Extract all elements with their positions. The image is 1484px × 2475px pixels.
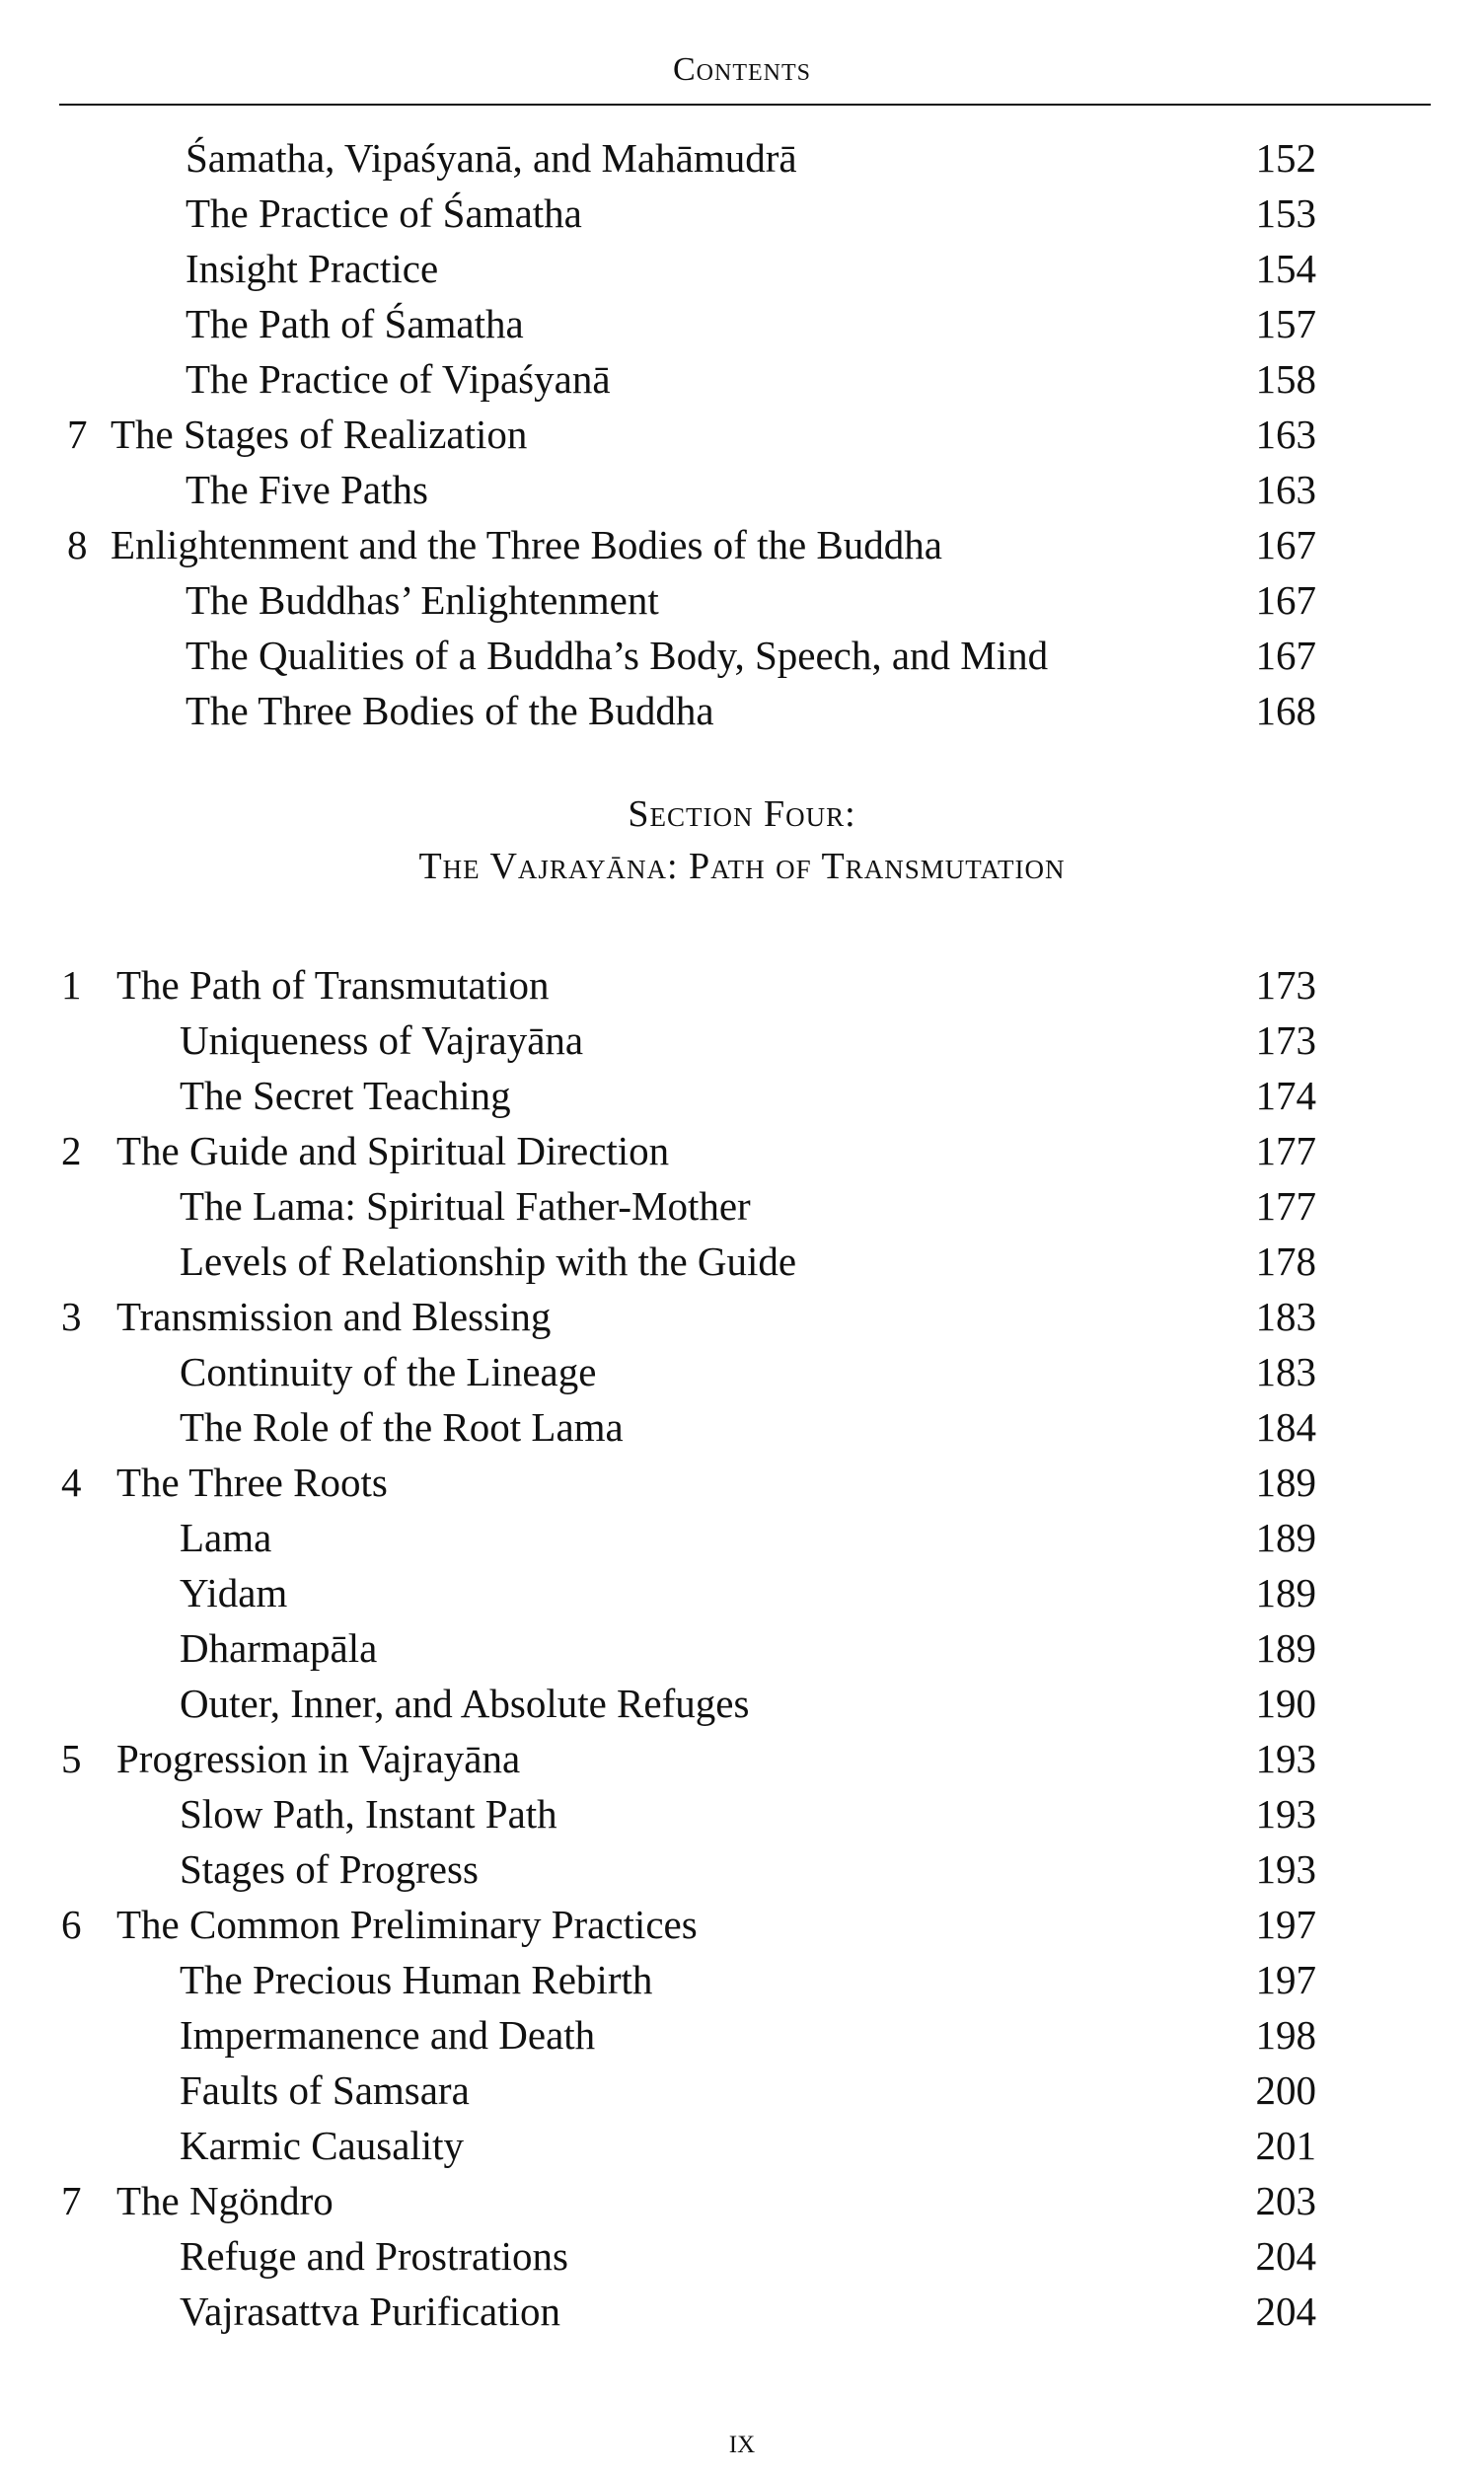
page-number: 177 [1255, 1183, 1316, 1229]
entry-title: Levels of Relationship with the Guide [180, 1238, 797, 1284]
entry-title: Continuity of the Lineage [180, 1349, 597, 1394]
chapter-number: 7 [61, 2178, 82, 2223]
page-number: 189 [1255, 1625, 1316, 1671]
page-number: 189 [1255, 1515, 1316, 1560]
page-number: 204 [1255, 2288, 1316, 2334]
toc-subentry [0, 2228, 1484, 2284]
page-number: 183 [1255, 1294, 1316, 1339]
page-number: 173 [1255, 962, 1316, 1008]
toc-list-top [0, 130, 1484, 738]
entry-title: The Role of the Root Lama [180, 1404, 624, 1450]
toc-subentry [0, 1178, 1484, 1234]
entry-title: Stages of Progress [180, 1846, 479, 1892]
toc-subentry [0, 1841, 1484, 1897]
toc-subentry [0, 1676, 1484, 1731]
page-number: 183 [1255, 1349, 1316, 1394]
chapter-number: 6 [61, 1902, 82, 1947]
toc-subentry [0, 1952, 1484, 2007]
toc-chapter-entry [0, 1731, 1484, 1786]
entry-title: The Guide and Spiritual Direction [116, 1128, 670, 1173]
entry-title: The Precious Human Rebirth [180, 1957, 653, 2002]
entry-title: The Path of Transmutation [116, 962, 550, 1008]
toc-chapter-entry [0, 1289, 1484, 1344]
entry-title: Vajrasattva Purification [180, 2288, 560, 2334]
chapter-number: 8 [67, 522, 88, 567]
toc-subentry [0, 1068, 1484, 1123]
entry-title: The Practice of Śamatha [186, 190, 582, 236]
entry-title: Slow Path, Instant Path [180, 1791, 557, 1837]
page-number: 200 [1255, 2067, 1316, 2113]
entry-title: The Buddhas’ Enlightenment [186, 577, 659, 623]
toc-subentry [0, 628, 1484, 683]
page-number: 168 [1255, 688, 1316, 733]
entry-title: The Three Bodies of the Buddha [186, 688, 714, 733]
page-number: 197 [1255, 1902, 1316, 1947]
toc-subentry [0, 683, 1484, 738]
entry-title: The Three Roots [116, 1460, 388, 1505]
page-number: 177 [1255, 1128, 1316, 1173]
entry-title: Enlightenment and the Three Bodies of the Buddha [111, 522, 942, 567]
page-number: 197 [1255, 1957, 1316, 2002]
chapter-number: 3 [61, 1294, 82, 1339]
toc-subentry [0, 296, 1484, 351]
page-number: 174 [1255, 1073, 1316, 1118]
toc-subentry [0, 1510, 1484, 1565]
entry-title: Yidam [180, 1570, 288, 1615]
entry-title: Impermanence and Death [180, 2012, 596, 2058]
toc-subentry [0, 2118, 1484, 2173]
section-heading-label: Section Four: [628, 793, 856, 835]
page-number: 154 [1255, 246, 1316, 291]
entry-title: The Practice of Vipaśyanā [186, 356, 611, 402]
entry-title: Outer, Inner, and Absolute Refuges [180, 1681, 750, 1726]
toc-chapter-entry [0, 1455, 1484, 1510]
page-number: 193 [1255, 1736, 1316, 1781]
entry-title: Uniqueness of Vajrayāna [180, 1017, 584, 1063]
header-rule [59, 104, 1431, 106]
toc-list-bottom [0, 957, 1484, 2339]
page-number: 158 [1255, 356, 1316, 402]
page-number: 167 [1255, 522, 1316, 567]
page-number: 152 [1255, 135, 1316, 181]
page-number: 167 [1255, 633, 1316, 678]
toc-subentry [0, 2284, 1484, 2339]
page-number: 201 [1255, 2123, 1316, 2168]
chapter-number: 2 [61, 1128, 82, 1173]
entry-title: The Five Paths [186, 467, 428, 512]
toc-subentry [0, 462, 1484, 517]
entry-title: Refuge and Prostrations [180, 2233, 568, 2279]
running-head: Contents [672, 51, 811, 88]
page-number: 193 [1255, 1846, 1316, 1892]
entry-title: Lama [180, 1515, 272, 1560]
page-number: 167 [1255, 577, 1316, 623]
toc-subentry [0, 2007, 1484, 2062]
page-number: 193 [1255, 1791, 1316, 1837]
entry-title: The Ngöndro [116, 2178, 334, 2223]
entry-title: The Common Preliminary Practices [116, 1902, 698, 1947]
page-number: 203 [1255, 2178, 1316, 2223]
toc-chapter-entry [0, 517, 1484, 572]
page-number: 163 [1255, 412, 1316, 457]
entry-title: The Qualities of a Buddha’s Body, Speech, and Mind [186, 633, 1049, 678]
toc-chapter-entry [0, 407, 1484, 462]
toc-subentry [0, 1399, 1484, 1455]
toc-subentry [0, 572, 1484, 628]
entry-title: Dharmapāla [180, 1625, 378, 1671]
toc-subentry [0, 1234, 1484, 1289]
entry-title: The Secret Teaching [180, 1073, 511, 1118]
page-number: 157 [1255, 301, 1316, 346]
page-number: 189 [1255, 1460, 1316, 1505]
toc-chapter-entry [0, 1123, 1484, 1178]
toc-subentry [0, 1565, 1484, 1620]
page-number: 189 [1255, 1570, 1316, 1615]
entry-title: Transmission and Blessing [116, 1294, 552, 1339]
page-number: 163 [1255, 467, 1316, 512]
toc-subentry [0, 241, 1484, 296]
section-heading-title: The Vajrayāna: Path of Transmutation [418, 846, 1066, 887]
toc-subentry [0, 1012, 1484, 1068]
entry-title: Karmic Causality [180, 2123, 465, 2168]
page-number: 184 [1255, 1404, 1316, 1450]
toc-subentry [0, 1344, 1484, 1399]
chapter-number: 7 [67, 412, 88, 457]
page-number: 178 [1255, 1238, 1316, 1284]
toc-subentry [0, 130, 1484, 186]
page-number: 190 [1255, 1681, 1316, 1726]
page-number: 173 [1255, 1017, 1316, 1063]
toc-subentry [0, 1786, 1484, 1841]
chapter-number: 1 [61, 962, 82, 1008]
entry-title: The Path of Śamatha [186, 301, 524, 346]
page-number: 204 [1255, 2233, 1316, 2279]
toc-subentry [0, 351, 1484, 407]
page-number: 153 [1255, 190, 1316, 236]
entry-title: The Lama: Spiritual Father-Mother [180, 1183, 751, 1229]
toc-chapter-entry [0, 1897, 1484, 1952]
toc-chapter-entry [0, 957, 1484, 1012]
entry-title: Insight Practice [186, 246, 439, 291]
page-folio: ix [728, 2421, 756, 2460]
toc-chapter-entry [0, 2173, 1484, 2228]
entry-title: The Stages of Realization [111, 412, 528, 457]
entry-title: Progression in Vajrayāna [116, 1736, 521, 1781]
entry-title: Śamatha, Vipaśyanā, and Mahāmudrā [186, 135, 797, 181]
chapter-number: 5 [61, 1736, 82, 1781]
toc-subentry [0, 186, 1484, 241]
chapter-number: 4 [61, 1460, 82, 1505]
entry-title: Faults of Samsara [180, 2067, 470, 2113]
page-number: 198 [1255, 2012, 1316, 2058]
toc-subentry [0, 1620, 1484, 1676]
toc-subentry [0, 2062, 1484, 2118]
